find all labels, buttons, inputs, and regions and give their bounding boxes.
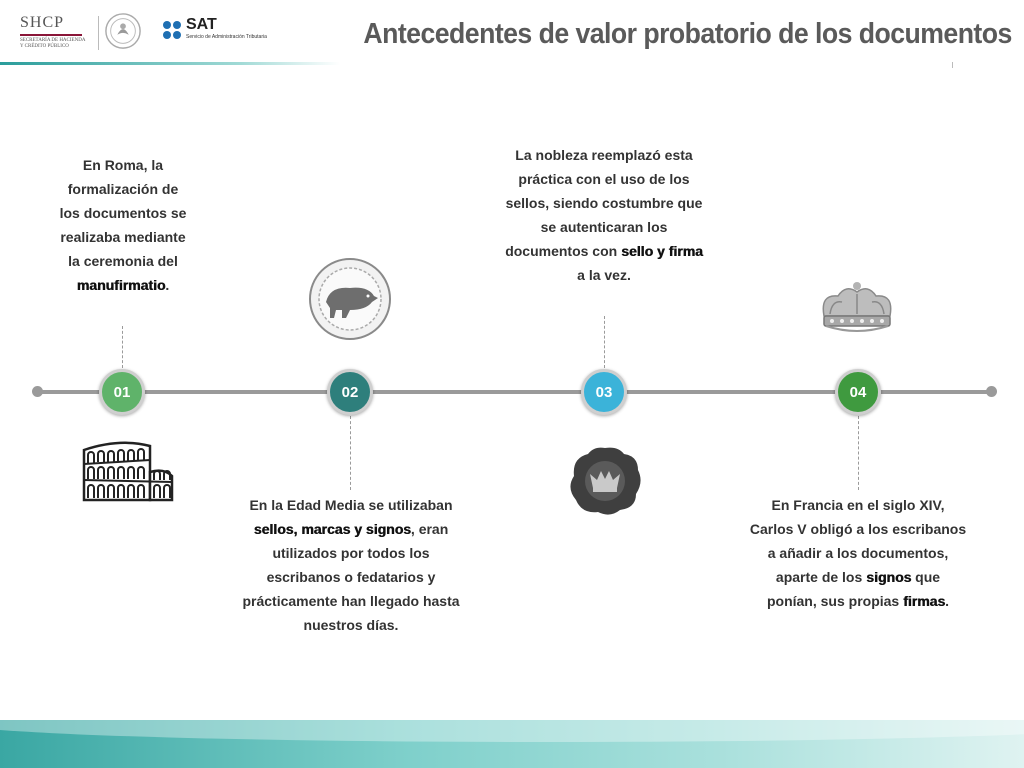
text-line: Carlos V obligó a los escribanos [749,521,967,537]
text-end: . [165,277,170,293]
crown-icon [818,280,896,338]
connector-2 [350,416,351,490]
text-part: aparte de los [775,569,867,585]
emphasis: signos [866,569,912,585]
text-line: formalización de [67,181,179,197]
shcp-subtitle-1: SECRETARÍA DE HACIENDA [20,38,86,43]
text-line: los documentos se [59,205,187,221]
connector-1 [122,326,123,368]
node-label: 02 [341,383,359,401]
text-part: . [945,593,950,609]
node-label: 04 [849,383,867,401]
node-label: 01 [113,383,131,401]
timeline-node-02[interactable] [327,369,373,415]
connector-4 [858,416,859,490]
text-line: práctica con el uso de los [518,171,690,187]
header-accent-rule [0,62,340,65]
wax-seal-crown-icon [566,444,644,518]
footer-band [0,720,1024,768]
text-line [38,273,208,297]
text-line: La nobleza reemplazó esta [515,147,693,163]
emphasis: sellos, marcas y signos [253,521,411,537]
text-part: ponían, sus propias [766,593,904,609]
shcp-subtitle-2: Y CRÉDITO PÚBLICO [20,44,69,49]
item-02-text [220,493,482,637]
timeline-node-04[interactable] [835,369,881,415]
wax-seal-boar-icon [306,256,394,342]
text-line: En Francia en el siglo XIV, [771,497,945,513]
sat-subtitle: Servicio de Administración Tributaria [186,34,267,40]
emphasis: firmas [903,593,946,609]
text-line [220,517,482,541]
sat-logo [162,16,267,47]
sat-title: SAT [186,16,217,33]
header-divider [98,16,99,50]
national-seal-icon [104,12,142,50]
connector-3 [604,316,605,368]
text-line: escribanos o fedatarios y [266,569,436,585]
item-01-text [38,153,208,297]
shcp-logo [20,14,92,50]
text-line: En la Edad Media se utilizaban [249,497,453,513]
text-line: realizaba mediante [60,229,186,245]
timeline-node-03[interactable] [581,369,627,415]
colosseum-icon [80,436,176,504]
sat-grid-icon [162,20,184,42]
header [0,0,1024,66]
text-part: documentos con [505,243,622,259]
timeline-node-01[interactable] [99,369,145,415]
text-line: se autenticaran los [540,219,668,235]
item-04-text [728,493,988,613]
text-line: nuestros días. [303,617,399,633]
timeline-start-dot [32,386,43,397]
text-line: prácticamente han llegado hasta [242,593,460,609]
timeline-end-dot [986,386,997,397]
text-line: sellos, siendo costumbre que [505,195,703,211]
text-line [728,565,988,589]
emphasis: sello y firma [621,243,703,259]
shcp-title: SHCP [20,14,65,31]
text-line [728,589,988,613]
footer-wave [0,720,1024,742]
emphasis: manufirmatio [76,277,166,293]
header-tick [952,62,953,68]
shcp-rule [20,34,82,36]
text-line: utilizados por todos los [272,545,430,561]
text-part: que [911,569,941,585]
node-label: 03 [595,383,613,401]
text-line: a añadir a los documentos, [767,545,949,561]
text-line: la ceremonia del [68,253,178,269]
text-line: a la vez. [577,267,631,283]
item-03-text [482,143,726,287]
text-line [482,239,726,263]
page-title: Antecedentes de valor probatorio de los documentos [363,18,1012,50]
text-line: En Roma, la [82,157,164,173]
text-part: , eran [410,521,449,537]
